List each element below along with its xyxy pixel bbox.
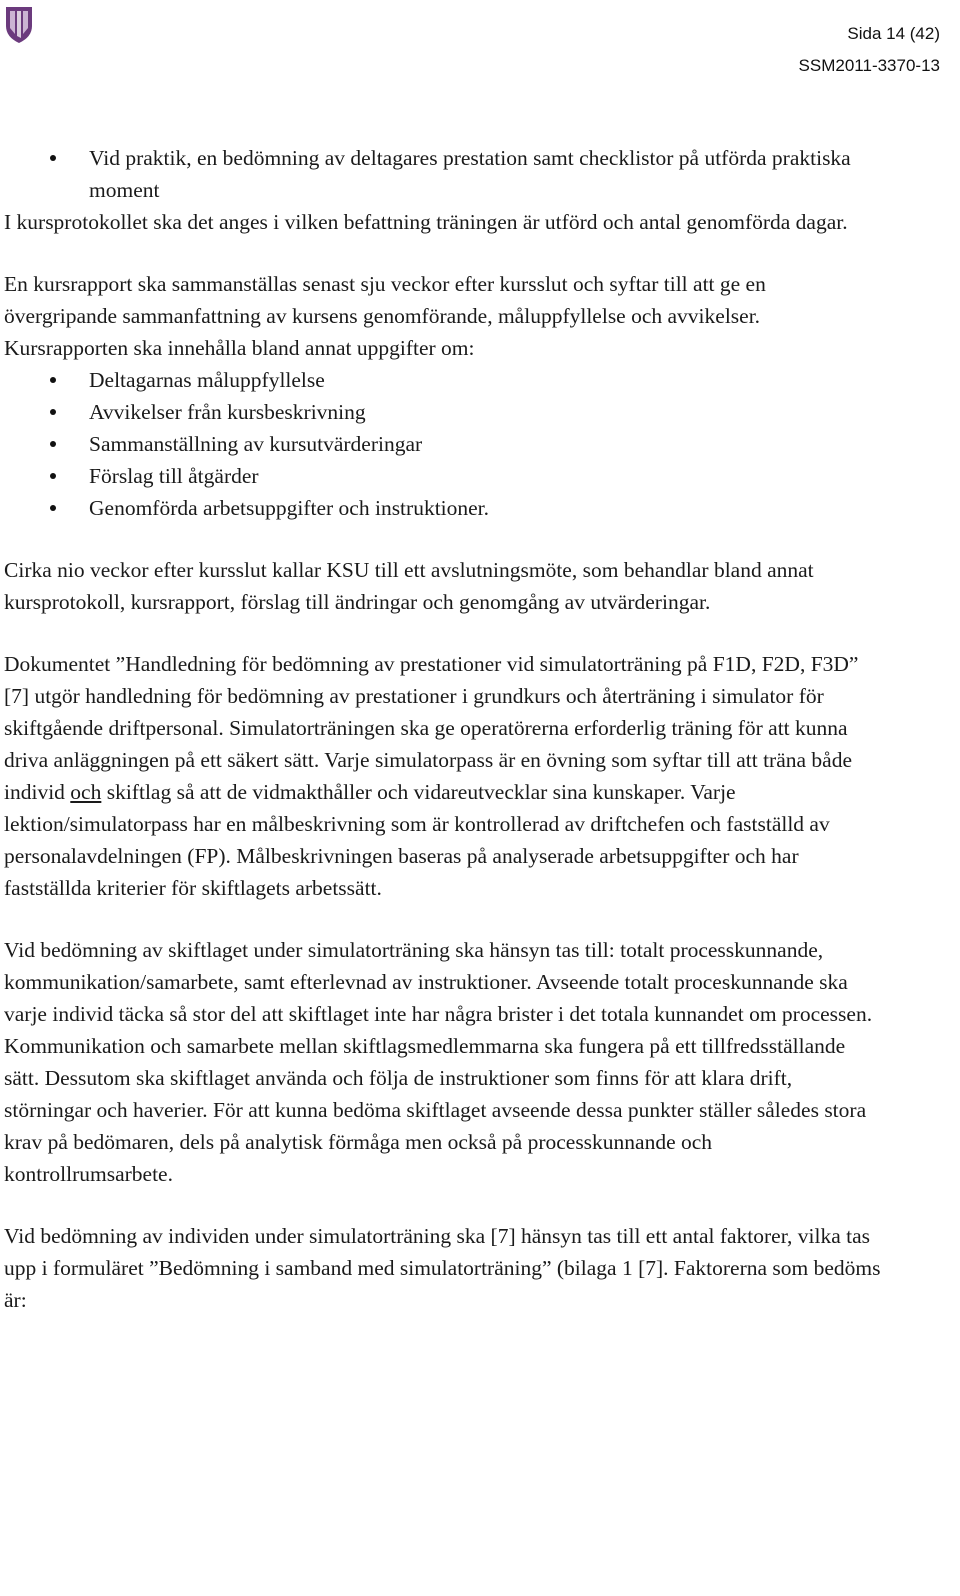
underlined-word: och [70, 780, 102, 804]
paragraph-course-report: En kursrapport ska sammanställas senast sju veckor efter kursslut och syftar till att ge en övergripande sammanfattning av kursens genomförande, måluppfyllelse och avvikelser. Kursrapporten ska innehålla bland annat uppgifter om: [4, 272, 766, 360]
paragraph-text: skiftlag så att de vidmakthåller och vidareutvecklar sina kunskaper. Varje lektion/simulatorpass har en målbeskrivning som är kontrollerad av driftchefen och fastställd av personalavdelningen (FP). Målbeskrivningen baseras på analyserade arbetsuppgifter och har fastställda kriterier för skiftlagets arbetssätt. [4, 780, 830, 900]
document-reference: SSM2011-3370-13 [798, 56, 940, 75]
bullet-list-report [4, 364, 884, 524]
paragraph-closing-meeting: Cirka nio veckor efter kursslut kallar KSU till ett avslutningsmöte, som behandlar bland annat kursprotokoll, kursrapport, förslag till ändringar och genomgång av utvärderingar. [4, 558, 814, 614]
paragraph-shift-team-assessment: Vid bedömning av skiftlaget under simulatorträning ska hänsyn tas till: totalt processkunnande, kommunikation/samarbete, samt efterlevnad av instruktioner. Avseende totalt proceskunnande ska varje individ täcka så stor del att skiftlaget inte har några brister i det totala kunnandet om processen. Kommunikation och samarbete mellan skiftlagsmedlemmarna ska fungera på ett tillfredsställande sätt. Dessutom ska skiftlaget använda och följa de instruktioner som finns för att klara drift, störningar och haverier. För att kunna bedöma skiftlaget avseende dessa punkter ställer således stora krav på bedömaren, dels på analytisk förmåga men också på processkunnande och kontrollrumsarbete. [4, 938, 873, 1186]
list-item: Genomförda arbetsuppgifter och instruktioner. [4, 492, 884, 524]
paragraph-individual-assessment: Vid bedömning av individen under simulatorträning ska [7] hänsyn tas till ett antal faktorer, vilka tas upp i formuläret ”Bedömning i samband med simulatorträning” (bilaga 1 [7]. Faktorerna som bedöms är: [4, 1224, 881, 1312]
paragraph-text: Dokumentet ”Handledning för bedömning av prestationer vid simulatorträning på F1D, F2D, F3D” [7] utgör handledning för bedömning av prestationer i grundkurs och återträning i simulator för skiftgående driftpersonal. Simulatorträningen ska ge operatörerna erforderlig träning för att kunna driva anläggningen på ett säkert sätt. Varje simulatorpass är en övning som syftar till att träna både individ [4, 652, 859, 804]
list-item: Avvikelser från kursbeskrivning [4, 396, 884, 428]
bullet-list-practice [4, 142, 884, 206]
list-item: Deltagarnas måluppfyllelse [4, 364, 884, 396]
list-item: Sammanställning av kursutvärderingar [4, 428, 884, 460]
paragraph-course-protocol: I kursprotokollet ska det anges i vilken befattning träningen är utförd och antal genomförda dagar. [4, 210, 848, 234]
document-body [4, 142, 884, 1346]
page-number: Sida 14 (42) [847, 24, 940, 43]
list-item: Vid praktik, en bedömning av deltagares prestation samt checklistor på utförda praktiska moment [4, 142, 884, 206]
list-item: Förslag till åtgärder [4, 460, 884, 492]
paragraph-simulator-guidance [4, 648, 884, 904]
shield-logo-icon [4, 4, 34, 44]
